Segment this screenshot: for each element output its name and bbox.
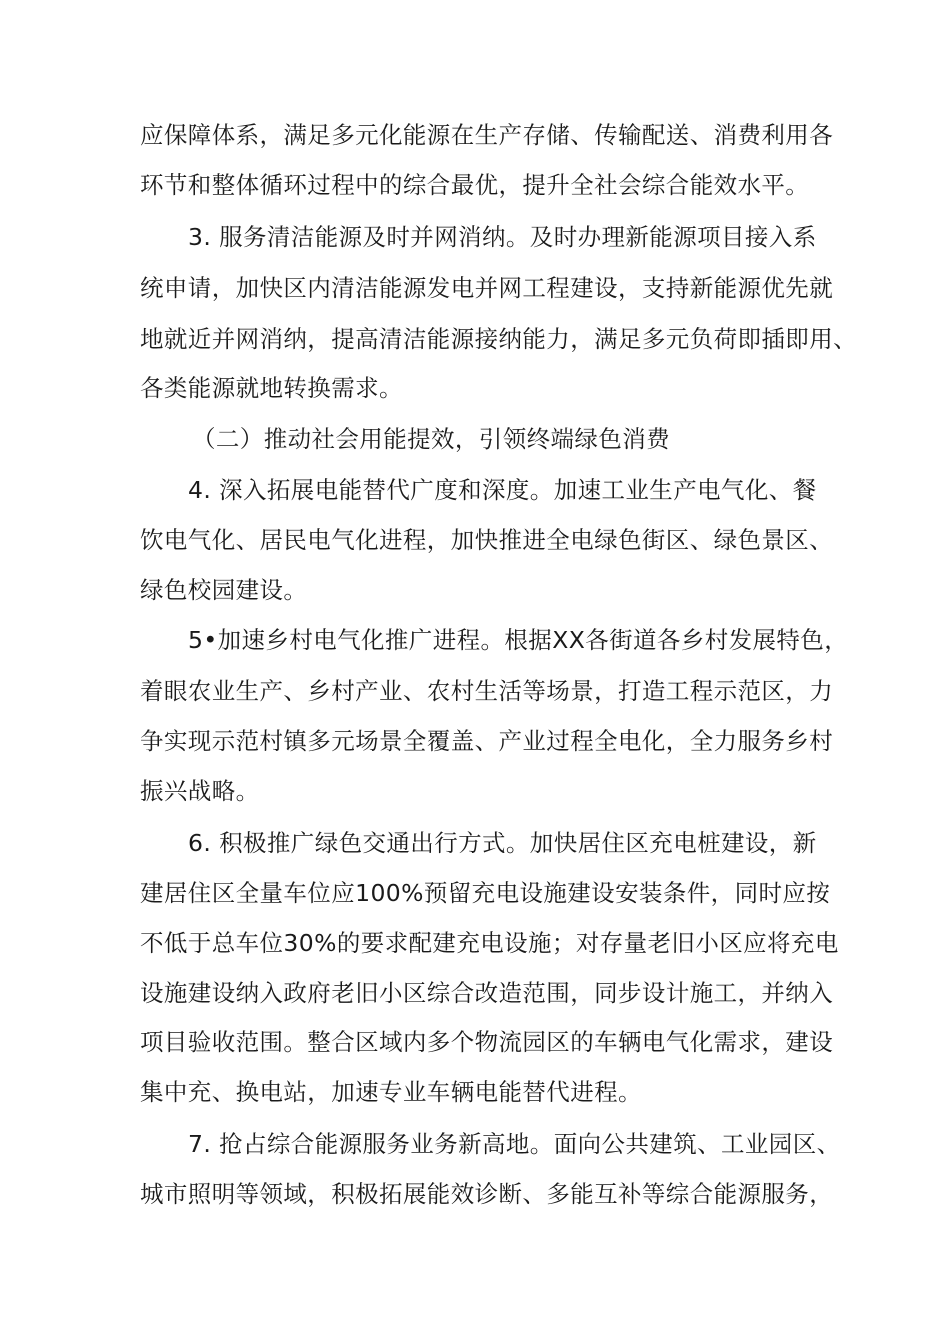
paragraph-line: 着眼农业生产、乡村产业、农村生活等场景，打造工程示范区，力 xyxy=(140,677,834,705)
paragraph-line: 建居住区全量车位应100%预留充电设施建设安装条件，同时应按 xyxy=(140,879,831,907)
paragraph-line: 项目验收范围。整合区域内多个物流园区的车辆电气化需求，建设 xyxy=(140,1028,834,1056)
paragraph-line: 绿色校园建设。 xyxy=(140,576,308,604)
paragraph-line: 统申请，加快区内清洁能源发电并网工程建设，支持新能源优先就 xyxy=(140,274,834,302)
paragraph-line: 5•加速乡村电气化推广进程。根据XX各街道各乡村发展特色， xyxy=(188,626,849,654)
paragraph-line: 应保障体系，满足多元化能源在生产存储、传输配送、消费利用各 xyxy=(140,121,834,149)
paragraph-line: 地就近并网消纳，提高清洁能源接纳能力，满足多元负荷即插即用、 xyxy=(140,325,857,353)
paragraph-line: 振兴战略。 xyxy=(140,777,260,805)
paragraph-line: 3. 服务清洁能源及时并网消纳。及时办理新能源项目接入系 xyxy=(188,223,817,251)
paragraph-line: 不低于总车位30%的要求配建充电设施；对存量老旧小区应将充电 xyxy=(140,929,839,957)
paragraph-line: 4. 深入拓展电能替代广度和深度。加速工业生产电气化、餐 xyxy=(188,476,817,504)
paragraph-line: 环节和整体循环过程中的综合最优，提升全社会综合能效水平。 xyxy=(140,171,810,199)
paragraph-line: 集中充、换电站，加速专业车辆电能替代进程。 xyxy=(140,1078,642,1106)
paragraph-line: 饮电气化、居民电气化进程，加快推进全电绿色街区、绿色景区、 xyxy=(140,526,834,554)
paragraph-line: 设施建设纳入政府老旧小区综合改造范围，同步设计施工，并纳入 xyxy=(140,979,834,1007)
paragraph-line: 7. 抢占综合能源服务业务新高地。面向公共建筑、工业园区、 xyxy=(188,1130,841,1158)
paragraph-line: 各类能源就地转换需求。 xyxy=(140,374,403,402)
paragraph-line: 城市照明等领域，积极拓展能效诊断、多能互补等综合能源服务， xyxy=(140,1180,834,1208)
paragraph-line: 争实现示范村镇多元场景全覆盖、产业过程全电化，全力服务乡村 xyxy=(140,727,834,755)
section-heading: （二）推动社会用能提效，引领终端绿色消费 xyxy=(192,425,670,453)
paragraph-line: 6. 积极推广绿色交通出行方式。加快居住区充电桩建设，新 xyxy=(188,829,817,857)
